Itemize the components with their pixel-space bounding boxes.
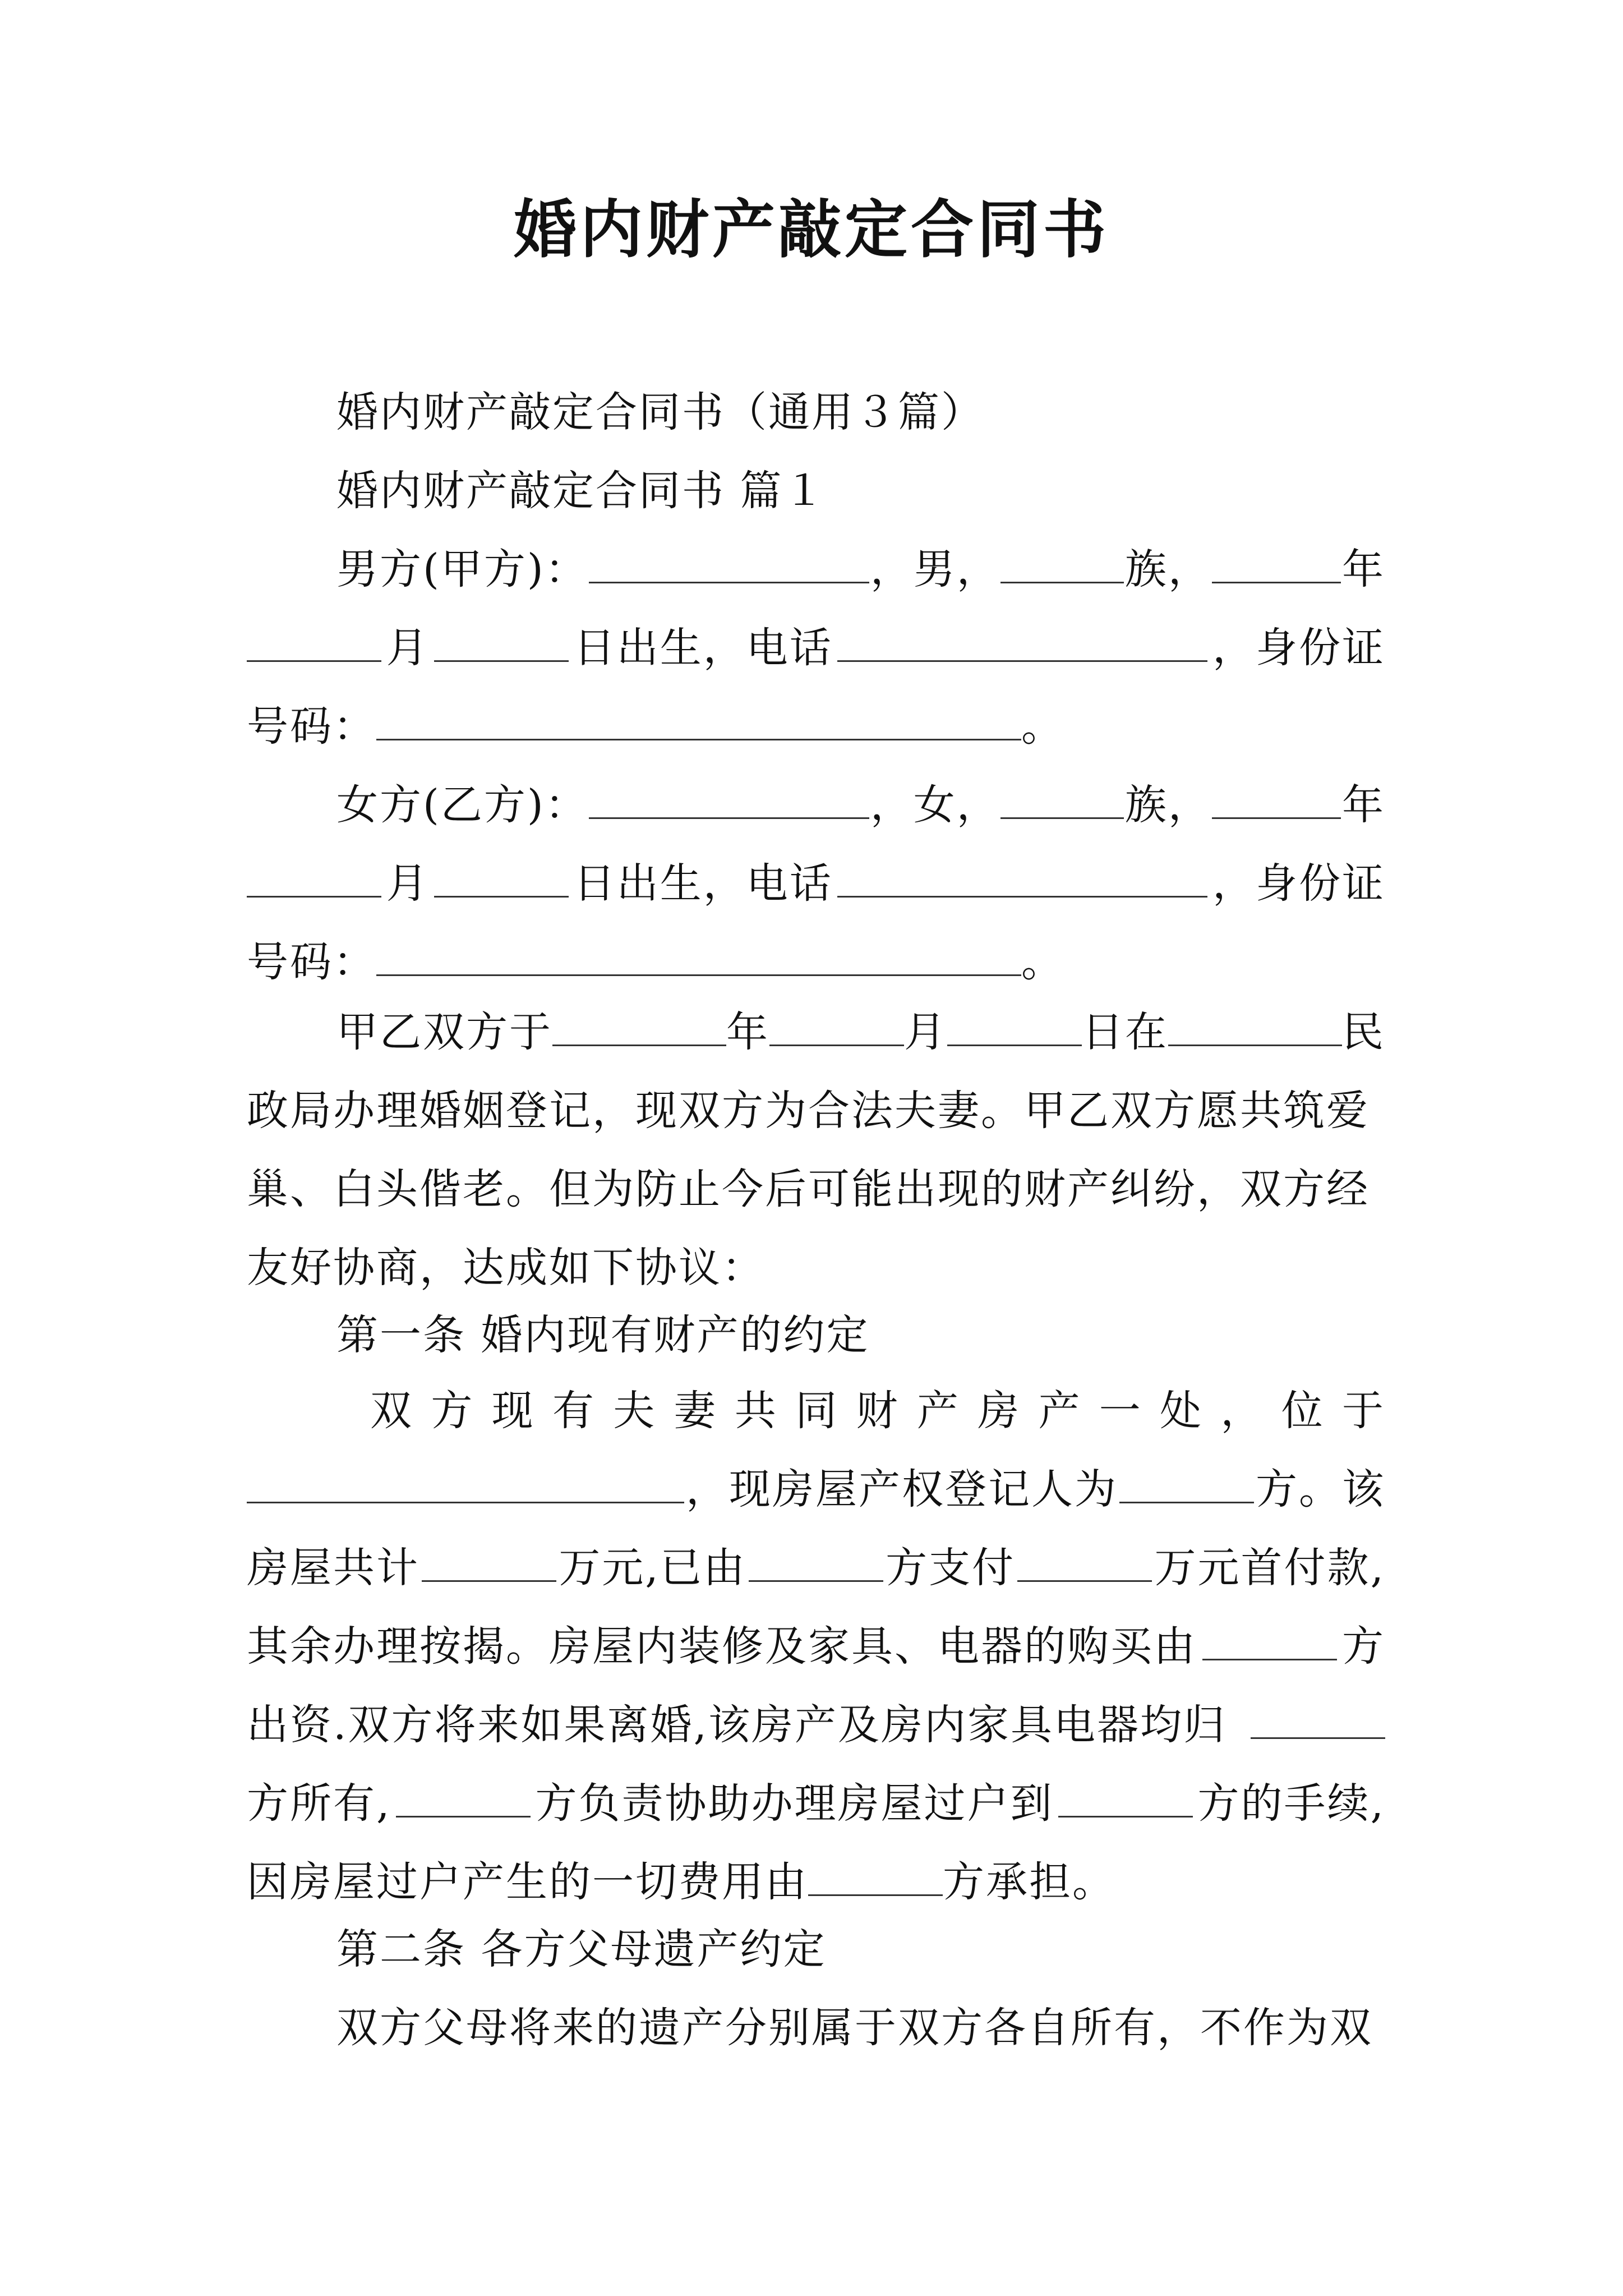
blank-field[interactable] [1212, 570, 1341, 583]
blank-field[interactable] [247, 649, 381, 662]
blank-field[interactable] [376, 728, 1021, 740]
article-1-line-1: 双 方 现 有 夫 妻 共 同 财 产 房 产 一 处 ， 位 于 [370, 1387, 1385, 1435]
marriage-line-2: 政局办理婚姻登记，现双方为合法夫妻。甲乙双方愿共筑爱 [247, 1087, 1370, 1135]
blank-field[interactable] [376, 963, 1021, 976]
blank-field[interactable] [1058, 1805, 1193, 1818]
wife-line-3: 号码： 。 [247, 938, 1064, 986]
blank-field[interactable] [247, 885, 381, 898]
blank-field[interactable] [947, 1033, 1082, 1046]
blank-field[interactable] [552, 1033, 726, 1046]
blank-field[interactable] [1000, 806, 1124, 819]
blank-field[interactable] [1212, 806, 1341, 819]
blank-field[interactable] [808, 1883, 943, 1896]
blank-field[interactable] [1251, 1726, 1385, 1739]
article-2-line-1: 双方父母将来的遗产分别属于双方各自所有，不作为双 [336, 2004, 1373, 2052]
section-heading: 婚内财产敲定合同书 篇１ [336, 467, 827, 515]
marriage-line-4: 友好协商，达成如下协议： [247, 1244, 765, 1292]
blank-field[interactable] [422, 1569, 556, 1582]
blank-field[interactable] [1119, 1490, 1254, 1503]
article-1-line-6: 方所有, 方负责协助办理房屋过户到 方的手续, [247, 1779, 1385, 1828]
husband-line-1: 男方(甲方)： ，男， 族， 年 [336, 545, 1385, 593]
article-1-heading: 第一条 婚内现有财产的约定 [336, 1311, 870, 1359]
article-1-line-5: 出资.双方将来如果离婚,该房产及房内家具电器均归 [247, 1686, 1385, 1764]
blank-field[interactable] [1000, 570, 1124, 583]
blank-field[interactable] [1168, 1033, 1342, 1046]
article-1-line-2: ，现房屋产权登记人为 方。该 [247, 1450, 1385, 1529]
article-1-line-3: 房屋共计 万元,已由 方支付 万元首付款, [247, 1544, 1385, 1592]
marriage-line-3: 巢、白头偕老。但为防止今后可能出现的财产纠纷，双方经 [247, 1165, 1370, 1213]
blank-field[interactable] [589, 806, 869, 819]
article-2-heading: 第二条 各方父母遗产约定 [336, 1925, 827, 1973]
wife-line-2: 月 日出生，电话 ，身份证 [247, 844, 1385, 923]
blank-field[interactable] [434, 885, 569, 898]
article-1-line-7: 因房屋过户产生的一切费用由 方承担。 [247, 1858, 1115, 1906]
blank-field[interactable] [434, 649, 569, 662]
wife-line-1: 女方(乙方)： ，女， 族， 年 [336, 781, 1385, 829]
husband-line-2: 月 日出生，电话 ，身份证 [247, 609, 1385, 687]
blank-field[interactable] [396, 1805, 531, 1818]
blank-field[interactable] [837, 649, 1207, 662]
article-1-line-4: 其余办理按揭。房屋内装修及家具、电器的购买由 方 [247, 1622, 1385, 1671]
marriage-line-1: 甲乙双方于 年 月 日在 民 [336, 1008, 1385, 1056]
blank-field[interactable] [749, 1569, 883, 1582]
document-title: 婚内财产敲定合同书 [514, 193, 1109, 266]
blank-field[interactable] [1202, 1648, 1337, 1660]
subtitle: 婚内财产敲定合同书（通用３篇） [336, 388, 984, 436]
blank-field[interactable] [247, 1490, 684, 1503]
blank-field[interactable] [1017, 1569, 1152, 1582]
blank-field[interactable] [769, 1033, 904, 1046]
blank-field[interactable] [837, 885, 1207, 898]
husband-line-3: 号码： 。 [247, 702, 1064, 751]
blank-field[interactable] [589, 570, 869, 583]
